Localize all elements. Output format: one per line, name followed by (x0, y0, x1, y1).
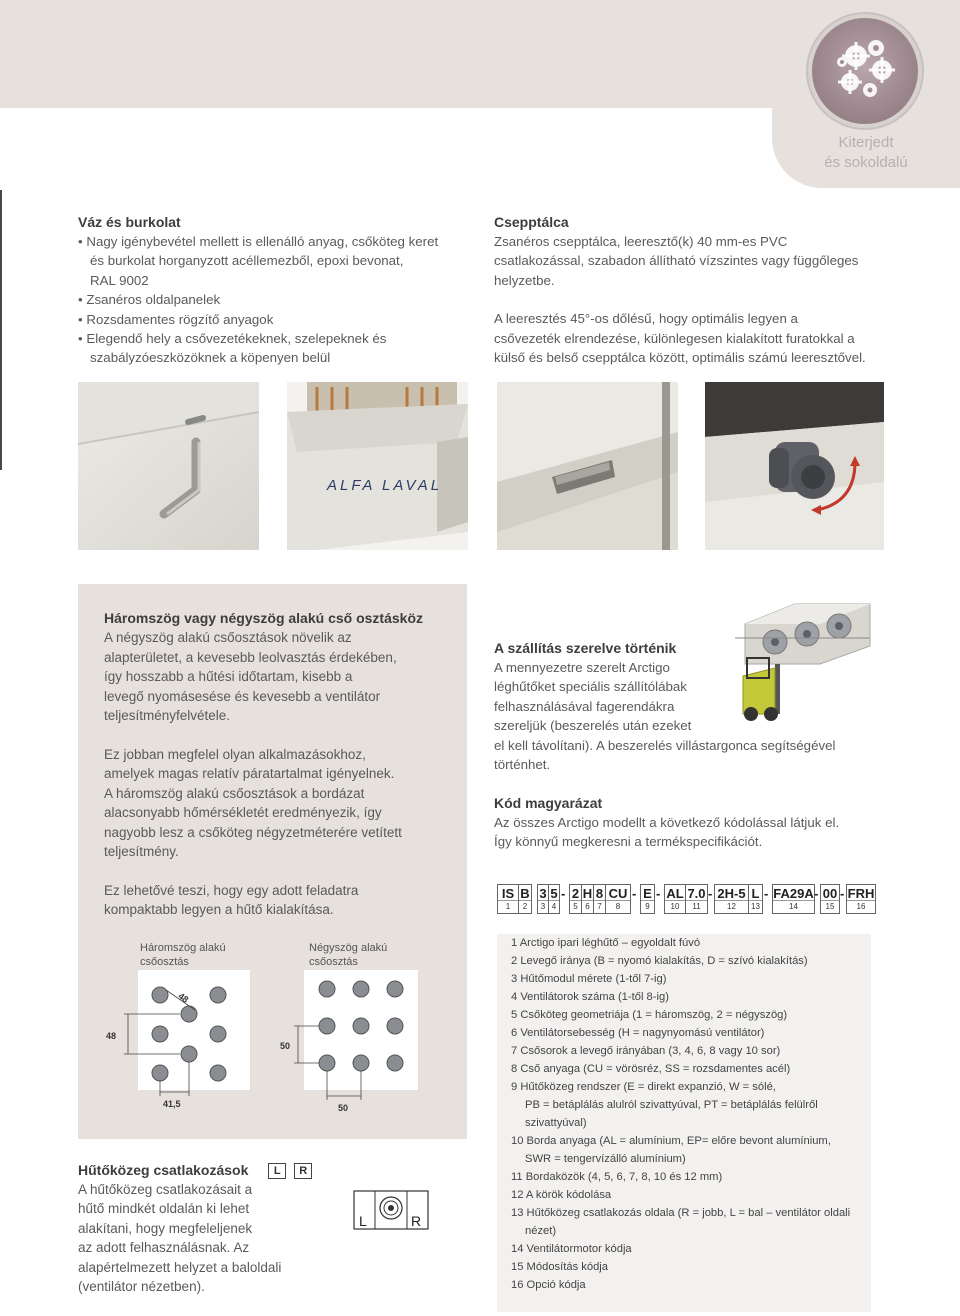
haromszog-line: levegő nyomásesése és kevesebb a ventilátor (104, 688, 381, 704)
legend-row: 3 Hűtőmodul mérete (1-től 7-ig) (511, 973, 667, 985)
legend-row: nézet) (525, 1225, 557, 1237)
legend-row: 5 Csőköteg geometriája (1 = háromszög, 2 = négyszög) (511, 1009, 788, 1021)
legend-row: 15 Módosítás kódja (511, 1261, 609, 1273)
photo-drain-pipe (705, 382, 884, 550)
csepptalca-line: csatlakozással, szabadon állítható vízszintes vagy függőleges (494, 253, 859, 269)
legend-row: PB = betáplálás alulról szivattyúval, PT = betáplálás felülről (525, 1099, 818, 1111)
code-position: 3 (538, 900, 548, 913)
vaz-line: RAL 9002 (90, 272, 149, 288)
code-value: B (520, 886, 530, 901)
code-separator: - (656, 886, 661, 901)
legend-row: 2 Levegő iránya (B = nyomó kialakítás, D = szívó kialakítás) (511, 955, 808, 967)
section-hutokozeg (78, 1160, 338, 1296)
hutokozeg-line: (ventilátor nézetben). (78, 1279, 205, 1295)
code-separator: - (764, 886, 769, 901)
vaz-title: Váz és burkolat (78, 214, 181, 230)
code-position: 4 (549, 900, 559, 913)
fan-orientation-icon (353, 1190, 429, 1230)
code-position: 7 (594, 900, 605, 913)
haromszog-line: amelyek magas relatív páratartalmat igényelnek. (104, 766, 395, 781)
csepptalca-title: Csepptálca (494, 214, 569, 230)
code-separator: - (561, 886, 566, 901)
legend-row: 16 Opció kódja (511, 1279, 586, 1291)
dim-48-diagonal: 48 (176, 990, 191, 1005)
vaz-line: és burkolat horganyzott acéllemezből, epoxi bevonat, (90, 253, 404, 269)
legend-row: 12 A körök kódolása (511, 1189, 612, 1201)
csepptalca-line: Zsanéros csepptálca, leeresztő(k) 40 mm-es PVC (494, 234, 788, 249)
sq-label-line: Négyszög alakú (309, 942, 388, 954)
triangular-pitch-label (140, 941, 226, 969)
code-cell (820, 884, 840, 914)
code-value: FRH (847, 886, 875, 901)
code-value: AL (666, 886, 684, 901)
code-cell (640, 884, 655, 914)
code-cell (497, 884, 519, 914)
code-position: 9 (641, 900, 654, 913)
legend-row: 13 Hűtőközeg csatlakozás oldala (R = jobb, L = bal – ventilátor oldali (511, 1207, 851, 1219)
csepptalca-line: A leeresztés 45°-os dőlésű, hogy optimális legyen a (494, 311, 798, 327)
hutokozeg-line: alapértelmezett helyzet a baloldali (78, 1259, 282, 1275)
csepptalca-line: külső és belső csepptálca között, optimális számú leeresztővel. (494, 350, 866, 366)
haromszog-line: teljesítmény. (104, 844, 179, 859)
szallitas-line: történhet. (494, 757, 551, 773)
csepptalca-line: helyzetbe. (494, 272, 555, 288)
code-position: 16 (847, 900, 875, 913)
legend-row: 9 Hűtőközeg rendszer (E = direkt expanzió, W = sólé, (511, 1081, 776, 1093)
badge-line-2: és sokoldalú (824, 154, 908, 171)
haromszog-line: Ez jobban megfelel olyan alkalmazásokhoz, (104, 746, 366, 762)
code-value: L (751, 886, 760, 901)
hutokozeg-line: hűtő mindkét oldalán ki lehet (78, 1201, 250, 1217)
szallitas-line: A mennyezetre szerelt Arctigo (494, 660, 670, 675)
haromszog-line: így hosszabb a hűtési időtartam, kisebb a (104, 669, 353, 684)
code-cell (714, 884, 749, 914)
icon-left-letter: L (359, 1213, 367, 1229)
section-szallitas (494, 639, 894, 774)
icon-right-letter: R (411, 1213, 422, 1229)
legend-row: 8 Cső anyaga (CU = vörösréz, SS = rozsdamentes acél) (511, 1063, 791, 1075)
code-position: 6 (582, 900, 593, 913)
code-cell (518, 884, 532, 914)
code-position: 2 (519, 900, 531, 913)
code-cell (748, 884, 763, 914)
badge-line-1: Kiterjedt (838, 134, 894, 151)
hutokozeg-line: az adott felhasználásnak. Az (78, 1240, 250, 1256)
code-value: CU (608, 886, 628, 901)
legend-row: 7 Csősorok a levegő irányában (3, 4, 6, 8 vagy 10 sor) (511, 1045, 781, 1057)
szallitas-line: el kell távolítani). A beszerelés villástargonca segítségével (494, 737, 836, 753)
code-position: 1 (498, 900, 518, 913)
tri-label-line: Háromszög alakú (140, 942, 226, 954)
legend-row: SWR = tengervízálló alumínium) (525, 1153, 686, 1165)
code-cell (605, 884, 631, 914)
legend-row: 6 Ventilátorsebesség (H = nagynyomású ventilátor) (511, 1027, 765, 1039)
kod-line: Így könnyű megkeresni a termékspecifikációt. (494, 834, 763, 850)
legend-row: 11 Bordaközök (4, 5, 6, 7, 8, 10 és 12 mm) (511, 1171, 723, 1183)
code-cell (548, 884, 560, 914)
code-position: 15 (821, 900, 839, 913)
code-value: IS (501, 886, 515, 901)
code-separator: - (814, 886, 819, 901)
legend-row: 14 Ventilátormotor kódja (511, 1243, 632, 1255)
csepptalca-line: csővezeték elrendezése, különlegesen kialakított furatokkal a (494, 330, 855, 346)
code-value: 2H-5 (717, 886, 746, 901)
code-cell (846, 884, 876, 914)
code-position: 11 (686, 900, 707, 913)
vaz-line: • Elegendő hely a csővezetékeknek, szelepeknek és (78, 331, 387, 347)
code-position: 8 (606, 900, 630, 913)
legend-row: 4 Ventilátorok száma (1-től 8-ig) (511, 991, 669, 1003)
section-csepptalca (494, 213, 894, 367)
haromszog-line: alacsonyabb hőmérsékletét eredményezik, így (104, 805, 382, 820)
szallitas-title: A szállítás szerelve történik (494, 640, 677, 656)
square-pitch-diagram (272, 970, 422, 1120)
haromszog-line: nagyobb lesz a csőköteg négyzetméterére vetített (104, 824, 402, 840)
code-value: 8 (595, 886, 604, 901)
triangular-pitch-diagram (100, 970, 250, 1120)
code-position: 5 (570, 900, 581, 913)
tri-label-line: csőosztás (140, 956, 189, 968)
right-box: R (294, 1163, 312, 1179)
legend-row: 10 Borda anyaga (AL = alumínium, EP= előre bevont alumínium, (511, 1135, 831, 1147)
section-kod (494, 794, 914, 852)
legend-row: 1 Arctigo ipari léghűtő – egyoldalt fúvó (511, 937, 701, 949)
photo-unit-logo (287, 382, 468, 550)
code-position: 14 (773, 900, 814, 913)
code-value: 2 (571, 886, 580, 901)
dim-50-horizontal: 50 (338, 1103, 349, 1113)
szallitas-line: felhasználásával fagerendákra (494, 698, 675, 714)
haromszog-line: Ez lehetővé teszi, hogy egy adott feladatra (104, 882, 359, 898)
code-value: 7.0 (687, 886, 706, 901)
code-separator: - (708, 886, 713, 901)
code-value: 00 (822, 886, 838, 901)
code-value: 5 (550, 886, 558, 901)
badge-caption (776, 133, 956, 173)
code-position: 12 (715, 900, 748, 913)
code-value: FA29A (773, 886, 814, 901)
legend-row: szivattyúval) (525, 1117, 587, 1129)
hutokozeg-line: A hűtőközeg csatlakozásait a (78, 1182, 253, 1197)
code-separator: - (840, 886, 845, 901)
code-value: H (582, 886, 593, 901)
code-cell (772, 884, 815, 914)
vaz-line: • Rozsdamentes rögzítő anyagok (78, 311, 274, 327)
code-position: 10 (665, 900, 685, 913)
code-value: E (643, 886, 652, 901)
code-separator: - (632, 886, 637, 901)
dim-50-vertical: 50 (280, 1041, 291, 1051)
code-cell (664, 884, 686, 914)
square-pitch-label (309, 941, 387, 969)
szallitas-line: léghűtőket speciális szállítólábak (494, 679, 687, 695)
vaz-line: szabályzóeszközöknek a köpenyen belül (90, 350, 331, 366)
haromszog-line: teljesítményfelvétele. (104, 708, 231, 723)
section-haromszog (104, 608, 464, 920)
edge-mark (0, 190, 2, 470)
photo-drain-tray (497, 382, 678, 550)
haromszog-line: A háromszög alakú csőosztások a bordázat (104, 785, 365, 801)
kod-title: Kód magyarázat (494, 795, 603, 811)
haromszog-line: alapterületet, a kevesebb leolvasztás érdekében, (104, 649, 397, 665)
szallitas-line: szereljük (beszerelés után ezeket (494, 718, 692, 734)
dim-41-5: 41,5 (163, 1099, 181, 1109)
kod-line: Az összes Arctigo modellt a következő kódolással látjuk el. (494, 815, 840, 830)
haromszog-line: kompaktabb legyen a hűtő kialakítása. (104, 902, 334, 917)
vaz-line: • Nagy igénybevétel mellett is ellenálló anyag, csőköteg keret (78, 234, 439, 249)
code-cell (685, 884, 708, 914)
hutokozeg-title: Hűtőközeg csatlakozások (78, 1162, 249, 1178)
gears-badge-icon (812, 18, 918, 124)
header-band (0, 0, 772, 108)
section-vaz (78, 213, 478, 368)
code-legend (497, 934, 871, 1312)
left-box: L (268, 1163, 286, 1179)
alfa-laval-logo: ALFA LAVAL (327, 477, 443, 494)
vaz-line: • Zsanéros oldalpanelek (78, 292, 221, 308)
sq-label-line: csőosztás (309, 956, 358, 968)
haromszog-title: Háromszög vagy négyszög alakú cső osztásköz (104, 610, 423, 626)
photo-hinge (78, 382, 259, 550)
code-value: 3 (539, 886, 547, 901)
dim-48-vertical: 48 (106, 1031, 117, 1041)
hutokozeg-line: alakítani, hogy megfeleljenek (78, 1220, 253, 1236)
haromszog-line: A négyszög alakú csőosztások növelik az (104, 630, 352, 645)
code-position: 13 (749, 900, 762, 913)
